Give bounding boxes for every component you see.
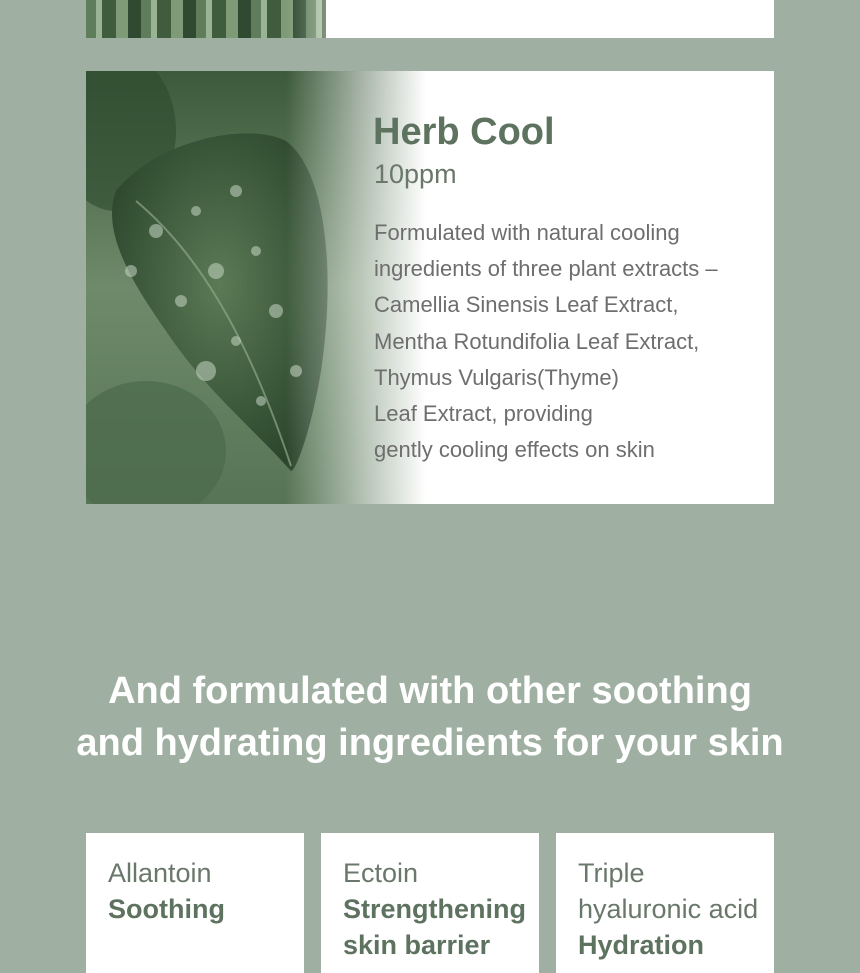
description-line: gently cooling effects on skin [374, 437, 655, 463]
herb-cool-card [86, 71, 774, 504]
ingredient-name: Triple hyaluronic acid [578, 858, 759, 924]
ingredient-card-ectoin [321, 833, 539, 973]
description-line: Thymus Vulgaris(Thyme) [374, 364, 619, 390]
photo-fade [286, 0, 406, 38]
description-line: Camellia Sinensis Leaf Extract, [374, 292, 679, 318]
headline-line: And formulated with other soothing [108, 670, 752, 712]
ingredient-name: Allantoin [108, 858, 212, 888]
previous-ingredient-card [86, 0, 774, 38]
ingredient-effect: Soothing [108, 894, 225, 924]
ingredient-card-allantoin [86, 833, 304, 973]
headline-line: and hydrating ingredients for your skin [76, 722, 784, 764]
herb-concentration: 10ppm [374, 159, 457, 189]
herb-description [374, 215, 764, 468]
ingredient-name: Ectoin [343, 858, 419, 888]
description-line: Formulated with natural cooling [374, 220, 680, 245]
herb-title: Herb Cool [373, 111, 555, 153]
ingredient-effect: Hydration [578, 930, 705, 960]
section-headline [0, 665, 860, 769]
ingredient-card-hyaluronic [556, 833, 774, 973]
description-line: Mentha Rotundifolia Leaf Extract, [374, 328, 700, 354]
description-line: ingredients of three plant extracts – [374, 256, 718, 282]
ingredient-effect: Strengthening skin barrier [343, 894, 526, 960]
description-line: Leaf Extract, providing [374, 401, 593, 427]
